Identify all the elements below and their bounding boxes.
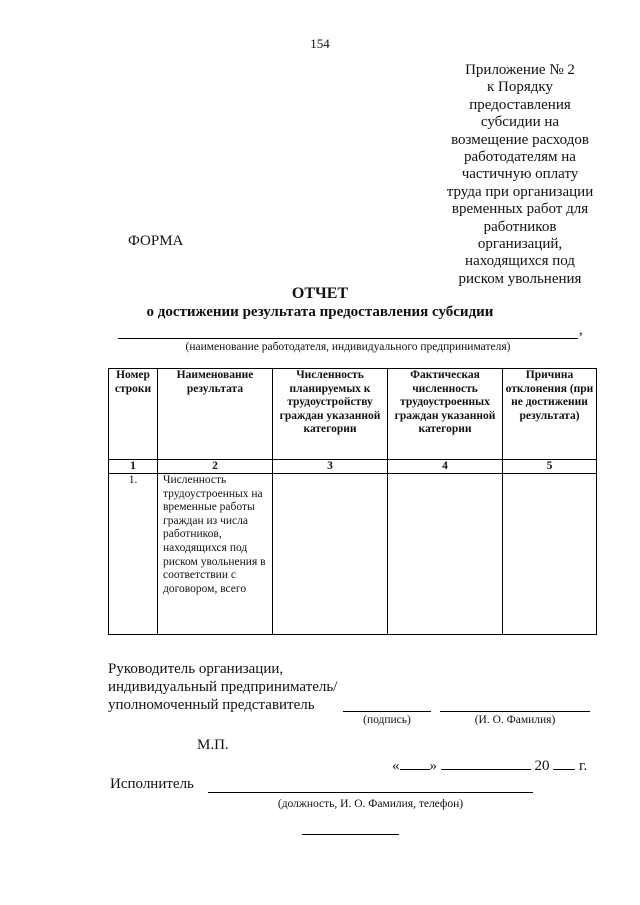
table-row xyxy=(109,474,597,635)
appendix-line: труда при организации xyxy=(446,183,594,200)
date-month-field[interactable] xyxy=(441,755,531,770)
stamp-label: М.П. xyxy=(197,737,229,753)
header-deviation-reason: Причина отклонения (при не достижении результата) xyxy=(503,369,597,460)
appendix-line: предоставления xyxy=(469,96,571,113)
date-year-field[interactable] xyxy=(553,755,575,770)
signatory-line: Руководитель организации, xyxy=(108,661,284,677)
column-number: 4 xyxy=(388,460,503,474)
employer-caption: (наименование работодателя, индивидуального предпринимателя) xyxy=(185,341,511,353)
appendix-line: Приложение № 2 xyxy=(465,62,575,78)
date-open-quote: « xyxy=(392,758,400,774)
actual-count-cell[interactable] xyxy=(388,474,503,635)
appendix-line: организаций, xyxy=(477,236,563,253)
bottom-separator-line xyxy=(302,834,399,835)
appendix-line: работодателям на xyxy=(464,149,576,166)
column-number: 1 xyxy=(109,460,158,474)
deviation-reason-cell[interactable] xyxy=(503,474,597,635)
header-row-number: Номер строки xyxy=(109,369,158,460)
column-number-row xyxy=(109,460,597,474)
signature-caption: (подпись) xyxy=(363,714,411,726)
column-number: 3 xyxy=(273,460,388,474)
report-subtitle: о достижении результата предоставления субсидии xyxy=(146,304,494,320)
signature-line[interactable] xyxy=(343,711,431,712)
report-title: ОТЧЕТ xyxy=(291,285,349,302)
appendix-line: частичную оплату xyxy=(461,166,579,183)
date-year-prefix: 20 xyxy=(534,758,550,774)
report-table xyxy=(108,368,597,635)
date-year-suffix: г. xyxy=(579,758,588,774)
planned-count-cell[interactable] xyxy=(273,474,388,635)
date-day-field[interactable] xyxy=(400,755,430,770)
appendix-line: временных работ для xyxy=(451,201,589,218)
row-number-cell: 1. xyxy=(109,474,158,635)
executor-caption: (должность, И. О. Фамилия, телефон) xyxy=(277,798,464,810)
appendix-line: субсидии на xyxy=(480,114,560,131)
signatory-line: уполномоченный представитель xyxy=(108,697,315,713)
signatory-block xyxy=(108,660,337,714)
appendix-line: возмещение расходов xyxy=(451,131,589,148)
signatory-line: индивидуальный предприниматель/ xyxy=(108,679,338,695)
column-number: 5 xyxy=(503,460,597,474)
executor-label: Исполнитель xyxy=(110,776,194,792)
date-line xyxy=(392,755,587,775)
header-planned-count: Численность планируемых к трудоустройству граждан указанной категории xyxy=(273,369,388,460)
header-actual-count: Фактическая численность трудоустроенных граждан указанной категории xyxy=(388,369,503,460)
result-name-cell: Численность трудоустроенных на временные работы граждан из числа работников, находящихся под риском увольнения в соответствии с договором, всего xyxy=(158,474,273,635)
form-label: ФОРМА xyxy=(128,233,184,249)
appendix-line: работников xyxy=(483,218,557,235)
appendix-block xyxy=(420,62,620,288)
employer-comma: , xyxy=(579,322,583,338)
header-result-name: Наименование результата xyxy=(158,369,273,460)
date-close-quote: » xyxy=(429,758,437,774)
appendix-line: к Порядку xyxy=(487,79,553,96)
table-header-row xyxy=(109,369,597,460)
employer-name-line[interactable] xyxy=(118,338,578,339)
full-name-caption: (И. О. Фамилия) xyxy=(474,714,556,726)
appendix-line: находящихся под xyxy=(465,253,575,270)
page-number: 154 xyxy=(310,36,330,51)
appendix-line: риском увольнения xyxy=(458,270,582,287)
column-number: 2 xyxy=(158,460,273,474)
full-name-line[interactable] xyxy=(440,711,590,712)
executor-line[interactable] xyxy=(208,792,533,793)
